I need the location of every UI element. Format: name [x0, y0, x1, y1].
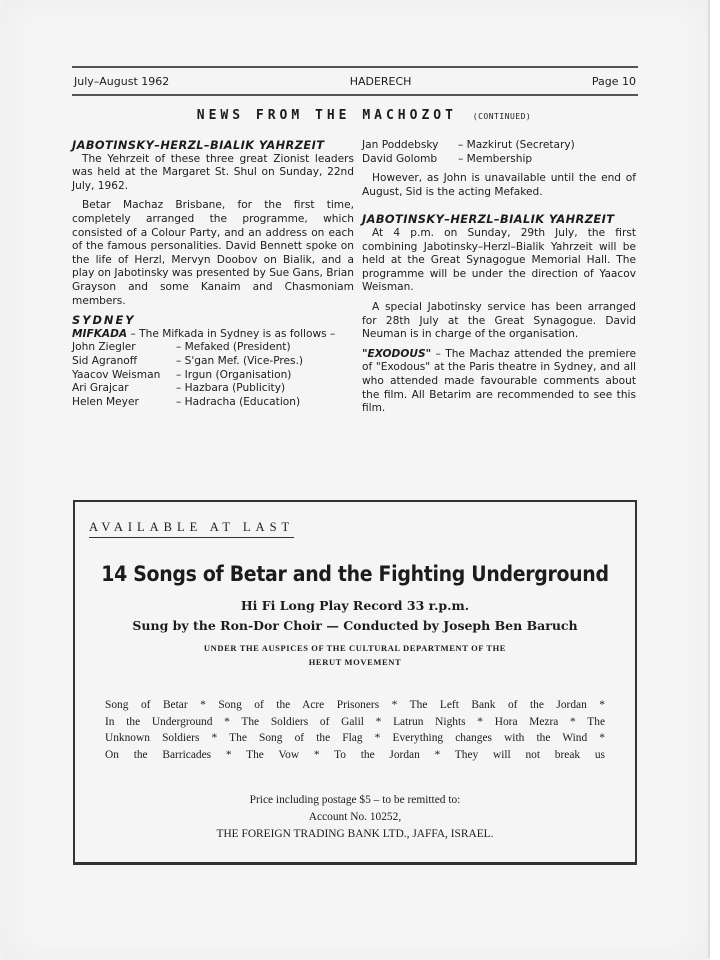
auspices-line: HERUT MOVEMENT: [308, 657, 402, 667]
roster-name: Helen Meyer: [72, 395, 139, 408]
song-list-line: Song of Betar * Song of the Acre Prisoners * The Left Bank of the Jordan *: [105, 699, 605, 711]
issue-date: July–August 1962: [74, 74, 170, 88]
running-header: [72, 66, 638, 96]
ad-kicker: AVAILABLE AT LAST: [89, 520, 294, 538]
roster-row: [362, 139, 636, 153]
roster-name: Sid Agranoff: [72, 354, 138, 367]
scan-edge: [710, 0, 720, 960]
left-column: [72, 139, 354, 409]
ad-performers: Sung by the Ron-Dor Choir — Conducted by Joseph Ben Baruch: [132, 618, 578, 633]
song-list-line: Unknown Soldiers * The Song of the Flag * Everything changes with the Wind *: [105, 732, 605, 745]
price-line: Price including postage $5 – to be remitted to:: [249, 794, 461, 806]
ad-title: 14 Songs of Betar and the Fighting Underground: [101, 562, 609, 586]
exodous-runin: "EXODOUS": [362, 347, 432, 360]
ad-payment-info: [75, 792, 635, 843]
roster-row: [72, 355, 354, 369]
roster-role: – Hadracha (Education): [176, 395, 301, 408]
roster-role: – Mefaked (President): [176, 341, 291, 354]
bank-line: THE FOREIGN TRADING BANK LTD., JAFFA, ISRAEL.: [216, 828, 494, 840]
article-paragraph: The Yehrzeit of these three great Zionist leaders was held at the Margaret St. Shul on Sunday, 22nd July, 1962.: [72, 152, 354, 192]
roster-name: Ari Grajcar: [72, 382, 129, 395]
roster-row: [72, 396, 354, 410]
article-heading-sydney-yahrzeit: JABOTINSKY–HERZL–BIALIK YAHRZEIT: [362, 212, 615, 227]
roster-role: – Mazkirut (Secretary): [458, 139, 575, 151]
ad-record-format: Hi Fi Long Play Record 33 r.p.m.: [240, 598, 470, 613]
roster-role: – S'gan Mef. (Vice-Pres.): [176, 354, 304, 367]
roster-row: [362, 153, 636, 167]
article-paragraph: Betar Machaz Brisbane, for the first time, completely arranged the programme, which consisted of a Colour Party, and an address on each of the famous personalities. David Bennett spoke on the life of Herzl, Mervyn Doobov on Bialik, and a play on Jabotinsky was presented by Sue Gans, Brian Grayson and some Kanaim and Chasmoniam members.: [72, 199, 354, 307]
article-paragraph: A special Jabotinsky service has been arranged for 28th July at the Great Synagogue. David Neuman is in charge of the organisation.: [362, 300, 636, 341]
roster-row: [72, 382, 354, 396]
article-paragraph: However, as John is unavailable until the end of August, Sid is the acting Mefaked.: [362, 172, 636, 198]
roster-row: [72, 369, 354, 383]
roster-role: – Hazbara (Publicity): [176, 382, 286, 395]
article-heading-brisbane: JABOTINSKY–HERZL–BIALIK YAHRZEIT: [72, 138, 325, 152]
roster-name: David Golomb: [362, 152, 438, 165]
song-list-line: In the Underground * The Soldiers of Galil * Latrun Nights * Hora Mezra * The: [105, 715, 605, 728]
section-title: [4, 108, 720, 123]
publication-name: HADERECH: [349, 74, 412, 88]
ad-song-list: [105, 697, 605, 763]
roster-row: [72, 341, 354, 355]
right-column: [362, 139, 636, 422]
account-line: Account No. 10252,: [308, 811, 402, 823]
mifkada-runin: MIFKADA: [72, 327, 128, 340]
roster-role: – Membership: [458, 152, 533, 165]
exodous-paragraph: [362, 348, 636, 416]
roster-role: – Irgun (Organisation): [176, 368, 292, 381]
roster-name: John Ziegler: [72, 341, 136, 354]
roster-name: Jan Poddebsky: [362, 139, 439, 151]
song-list-line: On the Barricades * The Vow * To the Jordan * They will not break us: [105, 748, 605, 761]
ad-auspices: [155, 641, 555, 669]
exodous-text: – The Machaz attended the premiere of "Exodous" at the Paris theatre in Sydney, and all who attended made favourable comments about the film. All Betarim are recommended to see this film.: [362, 347, 636, 415]
mifkada-text: – The Mifkada in Sydney is as follows –: [127, 327, 336, 340]
scanned-page: [4, 0, 710, 958]
mifkada-roster: [72, 341, 354, 409]
record-advertisement: [73, 500, 637, 865]
subsection-heading-sydney: SYDNEY: [72, 313, 136, 328]
mifkada-roster-continued: [362, 139, 636, 166]
article-paragraph: At 4 p.m. on Sunday, 29th July, the first combining Jabotinsky–Herzl–Bialik Yahrzeit will be held at the Great Synagogue Memorial Hall. The programme will be under the direction of Yaacov Weisman.: [362, 226, 636, 294]
continued-label: (CONTINUED): [472, 112, 532, 121]
section-title-text: NEWS FROM THE MACHOZOT: [196, 108, 457, 123]
roster-name: Yaacov Weisman: [72, 368, 161, 381]
auspices-line: UNDER THE AUSPICES OF THE CULTURAL DEPARTMENT OF THE: [203, 643, 507, 653]
mifkada-intro: [72, 328, 354, 342]
page-number: Page 10: [591, 74, 636, 88]
